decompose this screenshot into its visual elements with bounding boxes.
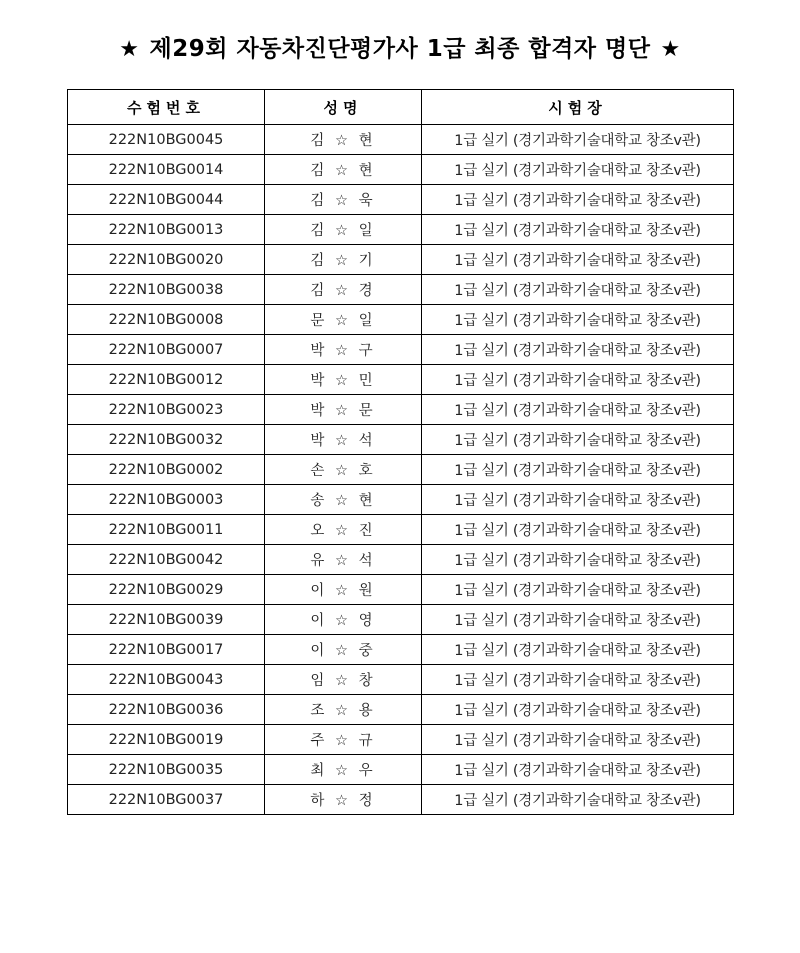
table-row	[68, 335, 734, 365]
table-row	[68, 785, 734, 815]
venue-cell: 1급 실기 (경기과학기술대학교 창조v관)	[422, 365, 734, 395]
venue-cell: 1급 실기 (경기과학기술대학교 창조v관)	[422, 515, 734, 545]
exam-number-cell: 222N10BG0036	[68, 695, 265, 725]
name-cell: 박 ☆ 민	[265, 365, 422, 395]
table-row	[68, 725, 734, 755]
page-title-text: 제29회 자동차진단평가사 1급 최종 합격자 명단	[149, 36, 651, 62]
exam-number-cell: 222N10BG0017	[68, 635, 265, 665]
name-cell: 이 ☆ 영	[265, 605, 422, 635]
exam-number-cell: 222N10BG0002	[68, 455, 265, 485]
passers-table	[67, 89, 734, 815]
exam-number-cell: 222N10BG0029	[68, 575, 265, 605]
venue-cell: 1급 실기 (경기과학기술대학교 창조v관)	[422, 275, 734, 305]
exam-number-cell: 222N10BG0045	[68, 125, 265, 155]
exam-number-cell: 222N10BG0014	[68, 155, 265, 185]
venue-cell: 1급 실기 (경기과학기술대학교 창조v관)	[422, 395, 734, 425]
exam-number-cell: 222N10BG0003	[68, 485, 265, 515]
table-row	[68, 455, 734, 485]
table-row	[68, 365, 734, 395]
name-cell: 이 ☆ 중	[265, 635, 422, 665]
name-cell: 김 ☆ 욱	[265, 185, 422, 215]
table-row	[68, 755, 734, 785]
table-row	[68, 575, 734, 605]
venue-cell: 1급 실기 (경기과학기술대학교 창조v관)	[422, 215, 734, 245]
venue-cell: 1급 실기 (경기과학기술대학교 창조v관)	[422, 575, 734, 605]
name-cell: 조 ☆ 용	[265, 695, 422, 725]
venue-cell: 1급 실기 (경기과학기술대학교 창조v관)	[422, 485, 734, 515]
venue-cell: 1급 실기 (경기과학기술대학교 창조v관)	[422, 125, 734, 155]
table-row	[68, 485, 734, 515]
table-row	[68, 125, 734, 155]
name-cell: 임 ☆ 창	[265, 665, 422, 695]
exam-number-cell: 222N10BG0012	[68, 365, 265, 395]
name-cell: 최 ☆ 우	[265, 755, 422, 785]
table-row	[68, 305, 734, 335]
venue-cell: 1급 실기 (경기과학기술대학교 창조v관)	[422, 155, 734, 185]
table-row	[68, 215, 734, 245]
table-row	[68, 695, 734, 725]
table-row	[68, 395, 734, 425]
name-cell: 이 ☆ 원	[265, 575, 422, 605]
venue-cell: 1급 실기 (경기과학기술대학교 창조v관)	[422, 605, 734, 635]
star-left-icon: ★	[119, 37, 140, 62]
venue-cell: 1급 실기 (경기과학기술대학교 창조v관)	[422, 245, 734, 275]
exam-number-cell: 222N10BG0011	[68, 515, 265, 545]
exam-number-cell: 222N10BG0007	[68, 335, 265, 365]
table-row	[68, 515, 734, 545]
venue-cell: 1급 실기 (경기과학기술대학교 창조v관)	[422, 185, 734, 215]
venue-cell: 1급 실기 (경기과학기술대학교 창조v관)	[422, 665, 734, 695]
exam-number-cell: 222N10BG0013	[68, 215, 265, 245]
name-cell: 오 ☆ 진	[265, 515, 422, 545]
name-cell: 박 ☆ 문	[265, 395, 422, 425]
exam-number-cell: 222N10BG0039	[68, 605, 265, 635]
exam-number-cell: 222N10BG0038	[68, 275, 265, 305]
column-header-exam-number: 수험번호	[68, 90, 265, 125]
table-row	[68, 545, 734, 575]
name-cell: 박 ☆ 구	[265, 335, 422, 365]
exam-number-cell: 222N10BG0019	[68, 725, 265, 755]
table-row	[68, 245, 734, 275]
column-header-exam-venue: 시험장	[422, 90, 734, 125]
venue-cell: 1급 실기 (경기과학기술대학교 창조v관)	[422, 425, 734, 455]
table-row	[68, 425, 734, 455]
exam-number-cell: 222N10BG0037	[68, 785, 265, 815]
table-row	[68, 665, 734, 695]
exam-number-cell: 222N10BG0023	[68, 395, 265, 425]
venue-cell: 1급 실기 (경기과학기술대학교 창조v관)	[422, 785, 734, 815]
exam-number-cell: 222N10BG0008	[68, 305, 265, 335]
name-cell: 박 ☆ 석	[265, 425, 422, 455]
name-cell: 김 ☆ 현	[265, 155, 422, 185]
venue-cell: 1급 실기 (경기과학기술대학교 창조v관)	[422, 725, 734, 755]
name-cell: 김 ☆ 현	[265, 125, 422, 155]
table-row	[68, 155, 734, 185]
exam-number-cell: 222N10BG0020	[68, 245, 265, 275]
name-cell: 하 ☆ 정	[265, 785, 422, 815]
name-cell: 손 ☆ 호	[265, 455, 422, 485]
table-row	[68, 605, 734, 635]
name-cell: 김 ☆ 기	[265, 245, 422, 275]
venue-cell: 1급 실기 (경기과학기술대학교 창조v관)	[422, 305, 734, 335]
table-row	[68, 635, 734, 665]
venue-cell: 1급 실기 (경기과학기술대학교 창조v관)	[422, 695, 734, 725]
name-cell: 문 ☆ 일	[265, 305, 422, 335]
exam-number-cell: 222N10BG0035	[68, 755, 265, 785]
name-cell: 김 ☆ 일	[265, 215, 422, 245]
name-cell: 송 ☆ 현	[265, 485, 422, 515]
venue-cell: 1급 실기 (경기과학기술대학교 창조v관)	[422, 455, 734, 485]
venue-cell: 1급 실기 (경기과학기술대학교 창조v관)	[422, 635, 734, 665]
exam-number-cell: 222N10BG0042	[68, 545, 265, 575]
venue-cell: 1급 실기 (경기과학기술대학교 창조v관)	[422, 755, 734, 785]
venue-cell: 1급 실기 (경기과학기술대학교 창조v관)	[422, 335, 734, 365]
table-row	[68, 185, 734, 215]
venue-cell: 1급 실기 (경기과학기술대학교 창조v관)	[422, 545, 734, 575]
table-header-row	[68, 90, 734, 125]
name-cell: 주 ☆ 규	[265, 725, 422, 755]
exam-number-cell: 222N10BG0032	[68, 425, 265, 455]
table-row	[68, 275, 734, 305]
name-cell: 김 ☆ 경	[265, 275, 422, 305]
exam-number-cell: 222N10BG0043	[68, 665, 265, 695]
page-title	[0, 30, 800, 63]
column-header-name: 성명	[265, 90, 422, 125]
table-body	[68, 125, 734, 815]
star-right-icon: ★	[660, 37, 681, 62]
exam-number-cell: 222N10BG0044	[68, 185, 265, 215]
name-cell: 유 ☆ 석	[265, 545, 422, 575]
